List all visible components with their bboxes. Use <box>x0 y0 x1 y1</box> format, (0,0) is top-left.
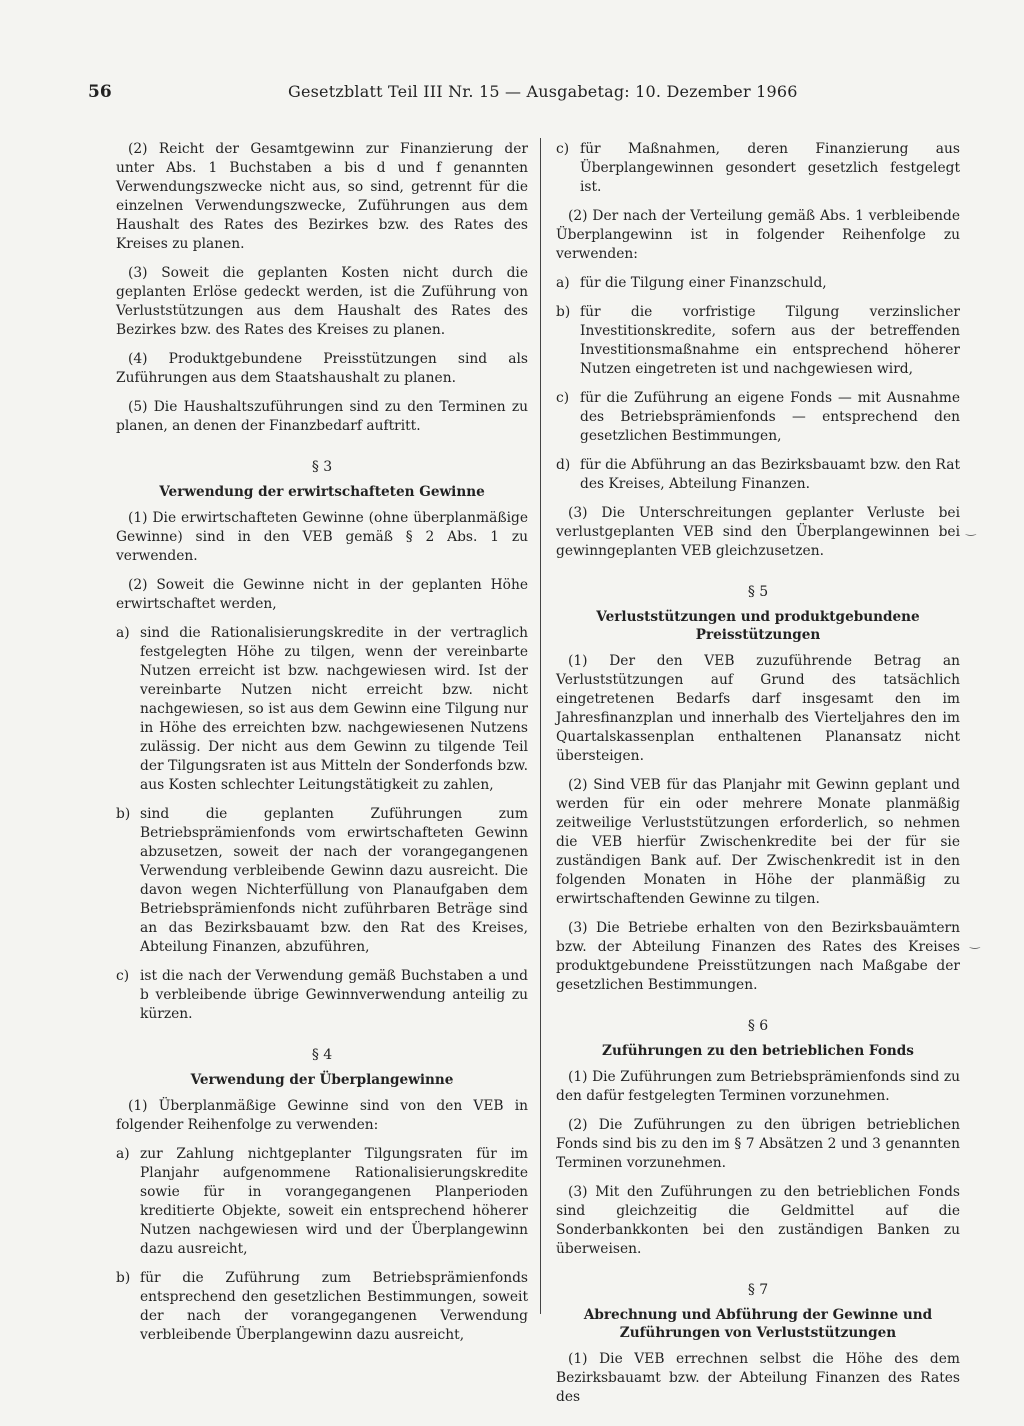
page-header <box>88 82 968 108</box>
item-label: c) <box>556 141 570 157</box>
item-text: für die Zuführung an eigene Fonds — mit Ausnahme des Betriebsprämienfonds — entsprechend den gesetzlichen Bestimmungen, <box>580 390 960 444</box>
item-label: c) <box>556 390 570 406</box>
list-item <box>116 967 528 1024</box>
item-label: a) <box>116 1146 130 1162</box>
section-number-4: § 4 <box>311 1047 333 1063</box>
header-title: Gesetzblatt Teil III Nr. 15 — Ausgabetag: 10. Dezember 1966 <box>288 82 798 101</box>
list-item <box>116 624 528 795</box>
section-title-3: Verwendung der erwirtschafteten Gewinne <box>159 484 485 500</box>
item-text: für die Abführung an das Bezirksbauamt bzw. den Rat des Kreises, Abteilung Finanzen. <box>580 457 960 492</box>
paragraph: (3) Soweit die geplanten Kosten nicht durch die geplanten Erlöse gedeckt werden, ist die Zuführung von Verluststützungen aus dem Haushalt des Rates des Bezirkes bzw. des Rates des Kreises zu planen. <box>116 265 528 338</box>
item-text: für die vorfristige Tilgung verzinslicher Investitionskredite, sofern aus der betreffenden Investitionsmaßnahme ein entsprechend höherer Nutzen eingetreten ist und nachgewiesen wird, <box>580 304 960 377</box>
section-title-5: Verluststützungen und produktgebundene Preisstützungen <box>596 609 920 643</box>
item-label: d) <box>556 457 571 473</box>
paragraph: (1) Die erwirtschafteten Gewinne (ohne überplanmäßige Gewinne) sind in den VEB gemäß § 2 Abs. 1 zu verwenden. <box>116 510 528 564</box>
list-item <box>556 389 960 446</box>
item-label: b) <box>116 1270 131 1286</box>
item-label: b) <box>116 806 131 822</box>
list-item <box>556 303 960 379</box>
paragraph: (3) Die Betriebe erhalten von den Bezirksbauämtern bzw. der Abteilung Finanzen des Rates des Kreises produktgebundene Preisstützungen nach Maßgabe der gesetzlichen Bestimmungen. <box>556 920 960 993</box>
section-number-7: § 7 <box>747 1282 769 1298</box>
paragraph: (3) Die Unterschreitungen geplanter Verluste bei verlustgeplanten VEB sind den Überplangewinnen bei gewinngeplanten VEB gleichzusetzen. <box>556 505 960 559</box>
right-column <box>556 140 960 1417</box>
paragraph: (5) Die Haushaltszuführungen sind zu den Terminen zu planen, an denen der Finanzbedarf auftritt. <box>116 399 528 434</box>
list-item <box>116 805 528 957</box>
column-divider <box>540 138 541 1314</box>
section-title-7: Abrechnung und Abführung der Gewinne und Zuführungen von Verluststützungen <box>583 1307 933 1341</box>
left-column <box>116 140 528 1355</box>
paragraph: (1) Überplanmäßige Gewinne sind von den VEB in folgender Reihenfolge zu verwenden: <box>116 1098 528 1133</box>
section-number-6: § 6 <box>747 1018 769 1034</box>
list-item <box>116 1269 528 1345</box>
list-item <box>556 274 960 293</box>
paragraph: (1) Die VEB errechnen selbst die Höhe des dem Bezirksbauamt bzw. der Abteilung Finanzen des Rates des <box>556 1351 960 1405</box>
item-label: b) <box>556 304 571 320</box>
scan-mark-icon: ‿ <box>966 522 976 536</box>
paragraph: (2) Reicht der Gesamtgewinn zur Finanzierung der unter Abs. 1 Buchstaben a bis d und f genannten Verwendungszwecke nicht aus, so sind, getrennt für die einzelnen Verwendungszwecke, Zuführungen aus dem Haushalt des Rates des Bezirkes bzw. des Rates des Kreises zu planen. <box>116 141 528 252</box>
item-text: für die Zuführung zum Betriebsprämienfonds entsprechend den gesetzlichen Bestimmungen, soweit der nach der vorangegangenen Verwendung verbleibende Überplangewinn dazu ausreicht, <box>140 1270 528 1343</box>
item-text: sind die geplanten Zuführungen zum Betriebsprämienfonds vom erwirtschafteten Gewinn abzusetzen, soweit der nach der vorangegangenen Verwendung verbleibende Gewinn dazu ausreicht. Die davon wegen Nichterfüllung von Planaufgaben dem Betriebsprämienfonds nicht zuführbaren Beträge sind an das Bezirksbauamt bzw. den Rat des Kreises, Abteilung Finanzen, abzuführen, <box>140 806 528 955</box>
paragraph: (2) Sind VEB für das Planjahr mit Gewinn geplant und werden für ein oder mehrere Monate planmäßig zeitweilige Verluststützungen erforderlich, so nehmen die VEB hierfür Zwischenkredite bei der für sie zuständigen Bank auf. Der Zwischenkredit ist in den folgenden Monaten in Höhe der planmäßig zu erwirtschaftenden Gewinne zu tilgen. <box>556 777 960 907</box>
item-label: c) <box>116 968 130 984</box>
paragraph: (2) Soweit die Gewinne nicht in der geplanten Höhe erwirtschaftet werden, <box>116 577 528 612</box>
scan-mark-icon: ‿ <box>970 935 980 949</box>
paragraph: (1) Der den VEB zuzuführende Betrag an Verluststützungen auf Grund des tatsächlich eingetretenen Bedarfs darf insgesamt den im Jahresfinanzplan und innerhalb des Vierteljahres den im Quartalskassenplan enthaltenen Planansatz nicht übersteigen. <box>556 653 960 764</box>
item-text: für Maßnahmen, deren Finanzierung aus Überplangewinnen gesondert gesetzlich festgelegt ist. <box>580 141 960 195</box>
paragraph: (3) Mit den Zuführungen zu den betrieblichen Fonds sind gleichzeitig die Geldmittel auf die Sonderbankkonten bei den zuständigen Banken zu überweisen. <box>556 1184 960 1257</box>
item-text: sind die Rationalisierungskredite in der vertraglich festgelegten Höhe zu tilgen, wenn der vereinbarte Nutzen erreicht ist bzw. nachgewiesen wird. Ist der vereinbarte Nutzen nicht erreicht bzw. nicht nachgewiesen, so ist aus dem Gewinn eine Tilgung nur in Höhe des erreichten bzw. nachgewiesenen Nutzens zulässig. Der nicht aus dem Gewinn zu tilgende Teil der Tilgungsraten ist aus Mitteln der Sonderfonds bzw. aus Kosten schlechter Leitungstätigkeit zu zahlen, <box>140 625 528 793</box>
item-text: für die Tilgung einer Finanzschuld, <box>580 275 827 291</box>
section-number-5: § 5 <box>747 584 769 600</box>
item-text: zur Zahlung nichtgeplanter Tilgungsraten für im Planjahr aufgenommene Rationalisierungskredite sowie für in vorangegangenen Planperioden kreditierte Objekte, soweit ein entsprechend höherer Nutzen nachgewiesen wird und der Überplangewinn dazu ausreicht, <box>140 1146 528 1257</box>
item-label: a) <box>116 625 130 641</box>
item-text: ist die nach der Verwendung gemäß Buchstaben a und b verbleibende übrige Gewinnverwendung anteilig zu kürzen. <box>140 968 528 1022</box>
paragraph: (2) Der nach der Verteilung gemäß Abs. 1 verbleibende Überplangewinn ist in folgender Reihenfolge zu verwenden: <box>556 208 960 262</box>
item-label: a) <box>556 275 570 291</box>
list-item <box>116 1145 528 1259</box>
list-item <box>556 456 960 494</box>
list-item <box>556 140 960 197</box>
paragraph: (1) Die Zuführungen zum Betriebsprämienfonds sind zu den dafür festgelegten Terminen vorzunehmen. <box>556 1069 960 1104</box>
section-number-3: § 3 <box>311 459 333 475</box>
paragraph: (2) Die Zuführungen zu den übrigen betrieblichen Fonds sind bis zu den im § 7 Absätzen 2 und 3 genannten Terminen vorzunehmen. <box>556 1117 960 1171</box>
section-title-4: Verwendung der Überplangewinne <box>190 1072 454 1088</box>
paragraph: (4) Produktgebundene Preisstützungen sind als Zuführungen aus dem Staatshaushalt zu planen. <box>116 351 528 386</box>
section-title-6: Zuführungen zu den betrieblichen Fonds <box>602 1043 914 1059</box>
page-number: 56 <box>88 82 112 102</box>
